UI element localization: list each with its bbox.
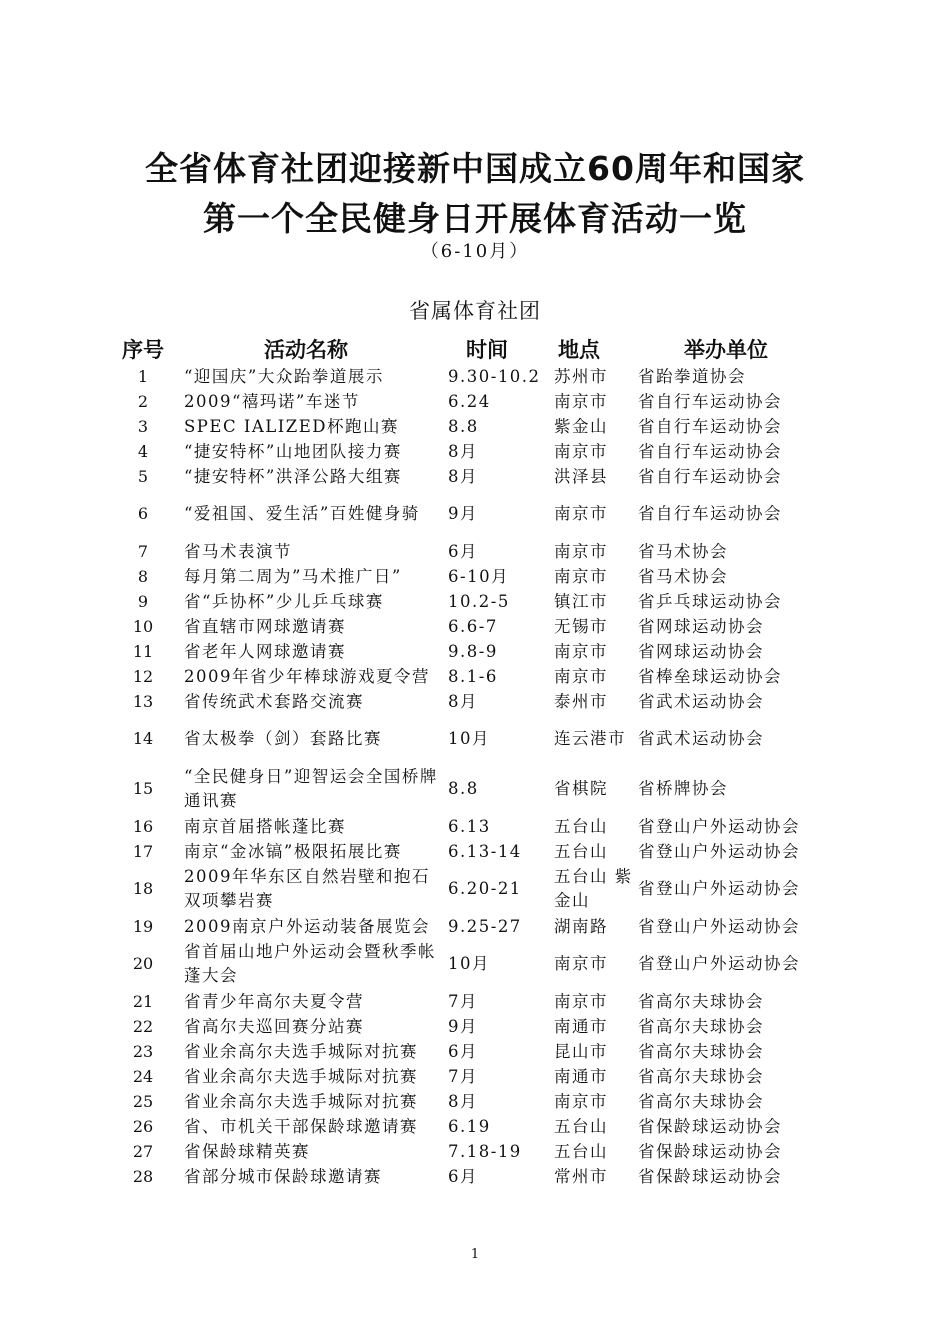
cell-no: 13 [132, 691, 154, 711]
cell-activity-name: “全民健身日”迎智运会全国桥牌通讯赛 [184, 767, 438, 810]
cell-place: 镇江市 [554, 591, 608, 611]
cell-no: 15 [132, 779, 154, 798]
table-row [110, 489, 830, 539]
cell-organizer: 省跆拳道协会 [638, 366, 746, 386]
header-no: 序号 [122, 337, 164, 362]
cell-place: 昆山市 [554, 1041, 608, 1061]
cell-organizer: 省网球运动协会 [638, 616, 764, 636]
cell-time: 7月 [448, 1066, 478, 1086]
table-row [110, 689, 830, 714]
table-row [110, 1164, 830, 1189]
cell-no: 28 [132, 1166, 154, 1186]
table-row [110, 564, 830, 589]
cell-organizer: 省登山户外运动协会 [638, 954, 800, 973]
cell-no: 1 [137, 366, 149, 386]
cell-no: 23 [132, 1041, 154, 1061]
section-title: 省属体育社团 [409, 299, 541, 323]
cell-organizer: 省登山户外运动协会 [638, 841, 800, 861]
cell-activity-name: 省部分城市保龄球邀请赛 [184, 1166, 382, 1186]
cell-activity-name: 省“乒协杯”少儿乒乓球赛 [184, 591, 384, 611]
cell-activity-name: 南京首届搭帐蓬比赛 [184, 816, 346, 836]
cell-time: 6月 [448, 1166, 478, 1186]
table-row [110, 364, 830, 389]
table-row [110, 914, 830, 939]
cell-organizer: 省保龄球运动协会 [638, 1141, 782, 1161]
cell-activity-name: 省高尔夫巡回赛分站赛 [184, 1016, 364, 1036]
table-row [110, 814, 830, 839]
cell-organizer: 省武术运动协会 [638, 691, 764, 711]
cell-organizer: 省自行车运动协会 [638, 391, 782, 411]
cell-place: 洪泽县 [554, 466, 608, 486]
header-name: 活动名称 [264, 337, 348, 362]
cell-activity-name: 省首届山地户外运动会暨秋季帐蓬大会 [184, 942, 436, 985]
cell-organizer: 省高尔夫球协会 [638, 991, 764, 1011]
cell-time: 6月 [448, 541, 478, 561]
header-time: 时间 [466, 337, 508, 362]
cell-organizer: 省保龄球运动协会 [638, 1166, 782, 1186]
cell-time: 8.8 [448, 416, 479, 436]
cell-activity-name: 省老年人网球邀请赛 [184, 641, 346, 661]
activities-table [110, 333, 830, 1189]
cell-time: 9.25-27 [448, 916, 522, 936]
cell-place: 五台山 紫金山 [554, 867, 633, 910]
cell-activity-name: 2009年华东区自然岩壁和抱石双项攀岩赛 [184, 867, 430, 910]
table-row [110, 714, 830, 764]
cell-place: 南京市 [554, 441, 608, 461]
cell-activity-name: “捷安特杯”山地团队接力赛 [184, 441, 402, 461]
table-row [110, 464, 830, 489]
cell-activity-name: 省青少年高尔夫夏令营 [184, 991, 364, 1011]
cell-activity-name: 省直辖市网球邀请赛 [184, 616, 346, 636]
table-row [110, 1114, 830, 1139]
cell-no: 25 [132, 1091, 154, 1111]
cell-no: 16 [132, 816, 154, 836]
cell-activity-name: 每月第二周为”马术推广日” [184, 566, 402, 586]
cell-organizer: 省网球运动协会 [638, 641, 764, 661]
cell-place: 省棋院 [554, 779, 608, 798]
cell-place: 南京市 [554, 541, 608, 561]
cell-time: 6.20-21 [448, 879, 522, 898]
cell-organizer: 省登山户外运动协会 [638, 816, 800, 836]
cell-time: 9月 [448, 504, 478, 523]
cell-time: 7月 [448, 991, 478, 1011]
cell-time: 6.24 [448, 391, 491, 411]
table-body [110, 364, 830, 1189]
cell-organizer: 省自行车运动协会 [638, 416, 782, 436]
cell-organizer: 省棒垒球运动协会 [638, 666, 782, 686]
cell-no: 3 [137, 416, 149, 436]
cell-organizer: 省马术协会 [638, 541, 728, 561]
cell-activity-name: 南京“金冰镐”极限拓展比赛 [184, 841, 402, 861]
cell-place: 五台山 [554, 841, 608, 861]
cell-no: 4 [137, 441, 149, 461]
cell-place: 五台山 [554, 1116, 608, 1136]
cell-time: 10月 [448, 729, 490, 748]
table-row [110, 1014, 830, 1039]
cell-organizer: 省高尔夫球协会 [638, 1066, 764, 1086]
cell-no: 27 [132, 1141, 154, 1161]
document-title-line-2: 第一个全民健身日开展体育活动一览 [203, 199, 747, 238]
table-row [110, 764, 830, 814]
table-row [110, 1089, 830, 1114]
table-row [110, 939, 830, 989]
cell-no: 26 [132, 1116, 154, 1136]
cell-no: 11 [132, 641, 154, 661]
document-subtitle: （6-10月） [420, 241, 530, 262]
cell-place: 常州市 [554, 1166, 608, 1186]
cell-time: 8月 [448, 466, 478, 486]
cell-activity-name: 省保龄球精英赛 [184, 1141, 310, 1161]
cell-place: 南京市 [554, 504, 608, 523]
cell-no: 9 [137, 591, 149, 611]
table-row [110, 439, 830, 464]
cell-no: 22 [132, 1016, 154, 1036]
cell-organizer: 省登山户外运动协会 [638, 879, 800, 898]
cell-place: 南京市 [554, 991, 608, 1011]
cell-activity-name: 省、市机关干部保龄球邀请赛 [184, 1116, 418, 1136]
cell-place: 南京市 [554, 954, 608, 973]
cell-activity-name: 省业余高尔夫选手城际对抗赛 [184, 1041, 418, 1061]
cell-activity-name: 省业余高尔夫选手城际对抗赛 [184, 1091, 418, 1111]
table-row [110, 989, 830, 1014]
cell-organizer: 省高尔夫球协会 [638, 1091, 764, 1111]
cell-no: 12 [132, 666, 154, 686]
cell-organizer: 省乒乓球运动协会 [638, 591, 782, 611]
cell-time: 6.13-14 [448, 841, 522, 861]
cell-time: 8月 [448, 1091, 478, 1111]
cell-time: 10月 [448, 954, 490, 973]
table-row [110, 389, 830, 414]
cell-organizer: 省马术协会 [638, 566, 728, 586]
cell-no: 17 [132, 841, 154, 861]
page-number: 1 [470, 1247, 480, 1262]
cell-activity-name: 2009年省少年棒球游戏夏令营 [184, 666, 430, 686]
cell-no: 20 [132, 954, 154, 973]
cell-organizer: 省武术运动协会 [638, 729, 764, 748]
table-row [110, 1064, 830, 1089]
cell-place: 苏州市 [554, 366, 608, 386]
cell-activity-name: 2009南京户外运动装备展览会 [184, 916, 430, 936]
cell-place: 泰州市 [554, 691, 608, 711]
cell-time: 9.8-9 [448, 641, 498, 661]
table-row [110, 1039, 830, 1064]
cell-time: 8.1-6 [448, 666, 498, 686]
cell-time: 8月 [448, 441, 478, 461]
cell-activity-name: 省马术表演节 [184, 541, 292, 561]
cell-organizer: 省高尔夫球协会 [638, 1041, 764, 1061]
cell-organizer: 省保龄球运动协会 [638, 1116, 782, 1136]
document-title-line-1: 全省体育社团迎接新中国成立60周年和国家 [145, 149, 805, 188]
cell-no: 14 [132, 729, 154, 748]
cell-time: 9.30-10.2 [448, 366, 541, 386]
cell-activity-name: 省传统武术套路交流赛 [184, 691, 364, 711]
cell-place: 湖南路 [554, 916, 608, 936]
cell-no: 8 [137, 566, 149, 586]
table-row [110, 539, 830, 564]
cell-place: 紫金山 [554, 416, 608, 436]
table-row [110, 589, 830, 614]
cell-no: 19 [132, 916, 154, 936]
cell-time: 6.6-7 [448, 616, 498, 636]
cell-activity-name: “捷安特杯”洪泽公路大组赛 [184, 466, 402, 486]
table-row [110, 639, 830, 664]
cell-organizer: 省登山户外运动协会 [638, 916, 800, 936]
cell-activity-name: 2009“禧玛诺”车迷节 [184, 391, 360, 411]
cell-place: 五台山 [554, 1141, 608, 1161]
table-header-row [110, 333, 830, 364]
cell-place: 连云港市 [554, 729, 626, 748]
cell-place: 五台山 [554, 816, 608, 836]
header-place: 地点 [558, 337, 600, 362]
table-row [110, 864, 830, 914]
cell-time: 6.19 [448, 1116, 491, 1136]
cell-no: 18 [132, 879, 154, 898]
cell-place: 南京市 [554, 1091, 608, 1111]
table-row [110, 614, 830, 639]
cell-no: 2 [137, 391, 149, 411]
cell-place: 南京市 [554, 641, 608, 661]
cell-no: 7 [137, 541, 149, 561]
cell-place: 南京市 [554, 391, 608, 411]
cell-organizer: 省自行车运动协会 [638, 504, 782, 523]
header-org: 举办单位 [684, 337, 768, 362]
cell-time: 8月 [448, 691, 478, 711]
table-row [110, 414, 830, 439]
cell-time: 6.13 [448, 816, 491, 836]
cell-time: 8.8 [448, 779, 479, 798]
cell-time: 10.2-5 [448, 591, 510, 611]
cell-no: 24 [132, 1066, 154, 1086]
cell-organizer: 省高尔夫球协会 [638, 1016, 764, 1036]
cell-place: 南通市 [554, 1016, 608, 1036]
cell-organizer: 省桥牌协会 [638, 779, 728, 798]
cell-place: 无锡市 [554, 616, 608, 636]
cell-time: 7.18-19 [448, 1141, 522, 1161]
cell-activity-name: SPEC IALIZED杯跑山赛 [184, 416, 399, 436]
cell-time: 6-10月 [448, 566, 510, 586]
table-row [110, 1139, 830, 1164]
cell-activity-name: 省太极拳（剑）套路比赛 [184, 729, 382, 748]
cell-time: 6月 [448, 1041, 478, 1061]
cell-activity-name: “爱祖国、爱生活”百姓健身骑 [184, 504, 420, 523]
cell-place: 南京市 [554, 566, 608, 586]
cell-activity-name: 省业余高尔夫选手城际对抗赛 [184, 1066, 418, 1086]
cell-no: 21 [132, 991, 154, 1011]
cell-organizer: 省自行车运动协会 [638, 441, 782, 461]
cell-no: 6 [137, 504, 149, 523]
cell-place: 南通市 [554, 1066, 608, 1086]
cell-no: 5 [137, 466, 149, 486]
cell-organizer: 省自行车运动协会 [638, 466, 782, 486]
cell-activity-name: “迎国庆”大众跆拳道展示 [184, 366, 384, 386]
cell-place: 南京市 [554, 666, 608, 686]
table-row [110, 839, 830, 864]
cell-no: 10 [132, 616, 154, 636]
cell-time: 9月 [448, 1016, 478, 1036]
table-row [110, 664, 830, 689]
